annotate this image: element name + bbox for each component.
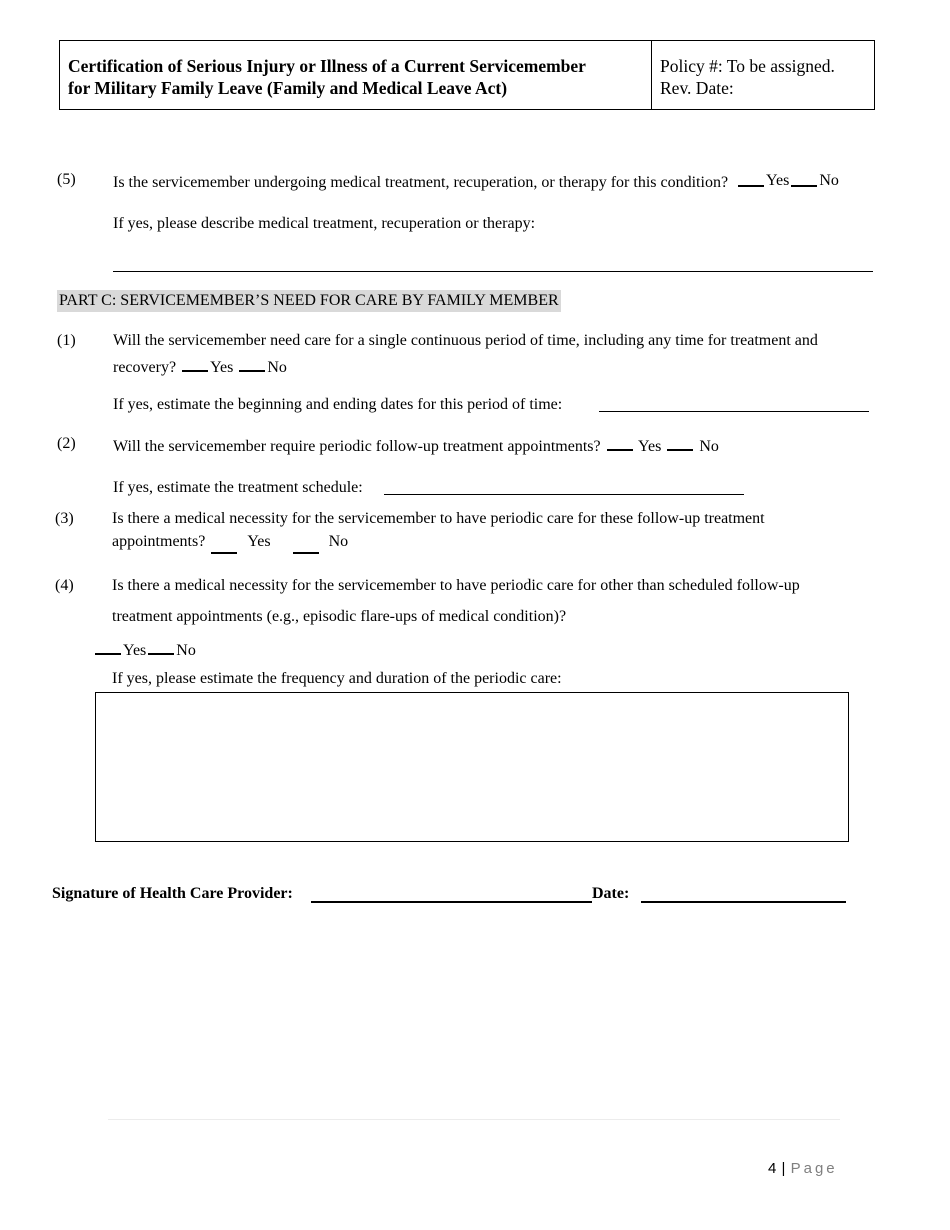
q3-line-2 — [112, 530, 348, 551]
signature-line[interactable] — [311, 901, 592, 903]
q2-question — [113, 435, 719, 456]
q2-no-label: No — [699, 438, 719, 455]
q2-yes-label: Yes — [638, 438, 662, 455]
q2-no-blank[interactable] — [667, 435, 693, 451]
part-c-heading: PART C: SERVICEMEMBER’S NEED FOR CARE BY FAMILY MEMBER — [57, 290, 561, 312]
q1-line-2 — [113, 356, 287, 377]
document-header — [59, 40, 875, 110]
revision-date: Rev. Date: — [660, 78, 734, 98]
q1-no-label: No — [267, 359, 287, 376]
q4-yes-blank[interactable] — [95, 639, 121, 655]
q2-schedule-line[interactable] — [384, 494, 744, 495]
q5-number: (5) — [57, 171, 76, 188]
q1-yes-blank[interactable] — [182, 356, 208, 372]
q2-yes-blank[interactable] — [607, 435, 633, 451]
page-separator: | — [781, 1160, 786, 1177]
q4-no-label: No — [176, 642, 196, 659]
q5-no-label: No — [819, 172, 839, 189]
q4-no-blank[interactable] — [148, 639, 174, 655]
policy-number: Policy #: To be assigned. — [660, 56, 835, 76]
q2-followup: If yes, estimate the treatment schedule: — [113, 479, 363, 496]
q4-line-1: Is there a medical necessity for the servicemember to have periodic care for other than scheduled follow-up — [112, 577, 800, 594]
q5-no-blank[interactable] — [791, 171, 817, 187]
q3-yes-label: Yes — [247, 533, 271, 550]
signature-label: Signature of Health Care Provider: — [52, 885, 293, 902]
q5-question — [113, 171, 839, 192]
q4-followup: If yes, please estimate the frequency and duration of the periodic care: — [112, 670, 562, 687]
q3-text-line-2: appointments? — [112, 533, 206, 550]
document-title — [60, 41, 652, 109]
q2-text: Will the servicemember require periodic follow-up treatment appointments? — [113, 438, 601, 455]
q4-answer-box[interactable] — [95, 692, 849, 842]
q3-yes-blank[interactable] — [211, 538, 237, 554]
q4-answers — [95, 639, 196, 660]
q4-line-2: treatment appointments (e.g., episodic flare-ups of medical condition)? — [112, 608, 567, 625]
page-footer — [768, 1160, 838, 1177]
page-number: 4 — [768, 1160, 777, 1177]
date-line[interactable] — [641, 901, 846, 903]
q5-yes-blank[interactable] — [738, 171, 764, 187]
q1-no-blank[interactable] — [239, 356, 265, 372]
q5-followup: If yes, please describe medical treatment, recuperation or therapy: — [113, 215, 536, 232]
q4-number: (4) — [55, 577, 74, 594]
q5-yes-label: Yes — [766, 172, 790, 189]
page-word: Page — [790, 1160, 838, 1177]
title-line-2: for Military Family Leave (Family and Medical Leave Act) — [68, 78, 508, 98]
date-label: Date: — [592, 885, 630, 902]
q3-no-label: No — [328, 533, 349, 550]
q1-number: (1) — [57, 332, 76, 349]
policy-info — [652, 41, 874, 109]
q3-line-1: Is there a medical necessity for the servicemember to have periodic care for these follow-up treatment — [112, 510, 765, 527]
q5-text: Is the servicemember undergoing medical treatment, recuperation, or therapy for this condition? — [113, 174, 729, 191]
q1-dates-line[interactable] — [599, 411, 869, 412]
q5-answer-line[interactable] — [113, 271, 873, 272]
q3-no-blank[interactable] — [293, 538, 319, 554]
q1-text-line-2: recovery? — [113, 359, 177, 376]
q1-followup: If yes, estimate the beginning and ending dates for this period of time: — [113, 396, 563, 413]
footer-divider — [108, 1119, 840, 1120]
q4-yes-label: Yes — [123, 642, 147, 659]
q3-number: (3) — [55, 510, 74, 527]
title-line-1: Certification of Serious Injury or Illness of a Current Servicemember — [68, 56, 586, 76]
q2-number: (2) — [57, 435, 76, 452]
q1-yes-label: Yes — [210, 359, 234, 376]
q1-line-1: Will the servicemember need care for a single continuous period of time, including any time for treatment and — [113, 332, 818, 349]
